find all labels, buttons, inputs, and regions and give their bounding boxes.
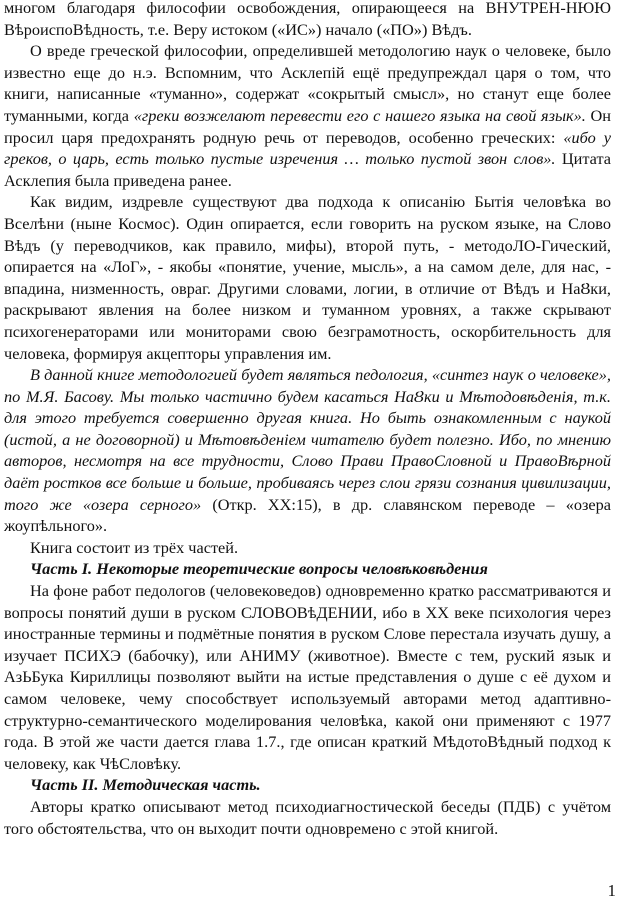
text-segment: Цитата Асклепия была приведена ранее. xyxy=(4,149,611,190)
paragraph-part-two-description xyxy=(4,796,611,839)
text-segment: На фоне работ педологов (человековедов) одновременно кратко рассматриваются и вопросы понятий души в руском СЛОВОВѣДЕНИИ, ибо в ХХ веке психология через иностранные термины и подмётные понятия в руском Слове перестала изучать душу, а изучает ПСИХЭ (бабочку), или АНИМУ (животное). Вместе с тем, руский язык и АзЬБука Кириллицы позволяют выйти на истые представления о душе с её духом и самом человеке, чему способствует используемый авторами метод адаптивно-структурно-семантического моделирования человѣка, какой они применяют с 1977 года. В этой же части дается глава 1.7., где описан краткий МѣдотоВѣдный подход к человеку, как ЧѣСловѣку. xyxy=(4,581,611,773)
paragraph-book-structure xyxy=(4,537,611,559)
heading-part-one xyxy=(4,558,611,580)
italic-text-segment: «греки возжелают перевести его с нашего языка на свой язык». xyxy=(133,105,586,125)
text-segment: многом благодаря философии освобождения, опирающееся на ВНУТРЕН-НЮЮ ВѣроиспоВѣдность, т.е. Веру истоком («ИС») начало («ПО») Вѣдъ. xyxy=(4,0,611,39)
text-segment: Он просил царя предохранять родную речь от переводов, особенно греческих: xyxy=(4,105,611,147)
text-segment: Как видим, издревле существуют два подхода к описанію Бытія человѣка во Вселѣни (ныне Космос). Один опирается, если говорить на руском языке, на Слово Вѣдъ (у переводчиков, как правило, мифы), второй путь, - методоЛО-Гический, опирается на «ЛоГ», - якобы «понятие, учение, мысль», а на самом деле, для нас, - впадина, низменность, овраг. Другими словами, логии, в отличие от Вѣдъ и НаȢки, раскрывают явления на более низком и туманном уровнях, а также скрывают психогенераторами или мониторами свою безграмотность, оскорбительность для человека, формируя акцепторы управления им. xyxy=(4,192,611,363)
body-text xyxy=(4,0,611,839)
page-number: 1 xyxy=(607,881,616,900)
paragraph-opening-fragment xyxy=(4,0,611,40)
text-segment: Книга состоит из трёх частей. xyxy=(30,537,239,557)
italic-text-segment: «ибо у греков, о царь, есть только пустые изречения … только пустой звон слов». xyxy=(4,127,611,169)
paragraph-two-approaches xyxy=(4,191,611,364)
italic-text-segment: Часть I. Некоторые теоретические вопросы человѣковѣдения xyxy=(30,559,488,579)
text-segment: О вреде греческой философии, определившей методологию наук о человеке, было известно еще до н.э. Вспомним, что Асклепій ещё предупреждал царя о том, что книги, написанные «туманно», содержат «сокрытый смысл», но станут еще более туманными, когда xyxy=(4,41,611,125)
italic-text-segment: Часть II. Методическая часть. xyxy=(30,775,261,795)
heading-part-two xyxy=(4,774,611,796)
paragraph-pedology xyxy=(4,364,611,537)
paragraph-part-one-description xyxy=(4,580,611,774)
text-segment: Авторы кратко описывают метод психодиагностической беседы (ПДБ) с учётом того обстоятельства, что он выходит почти одновремено с этой книгой. xyxy=(4,796,611,838)
paragraph-greek-philosophy xyxy=(4,40,611,191)
text-segment: (Откр. ХХ:15), в др. славянском переводе – «озера жоупѣльного». xyxy=(4,494,611,536)
italic-text-segment: В данной книге методологией будет являться педология, «синтез наук о человеке», по М.Я. Басову. Мы только частично будем касаться НаȢки и Мѣтодовѣденія, т.к. для этого требуется совершенно другая книга. Но быть ознакомленным с наукой (истой, а не договорной) и Мѣтовѣденіем читателю будет полезно. Ибо, по мнению авторов, несмотря на все трудности, Слово Прави ПравоСловной и ПравоВѣрной даёт ростков все больше и больше, пробиваясь через слои грязи сознания цивилизации, того же «озера серного» xyxy=(4,365,611,514)
